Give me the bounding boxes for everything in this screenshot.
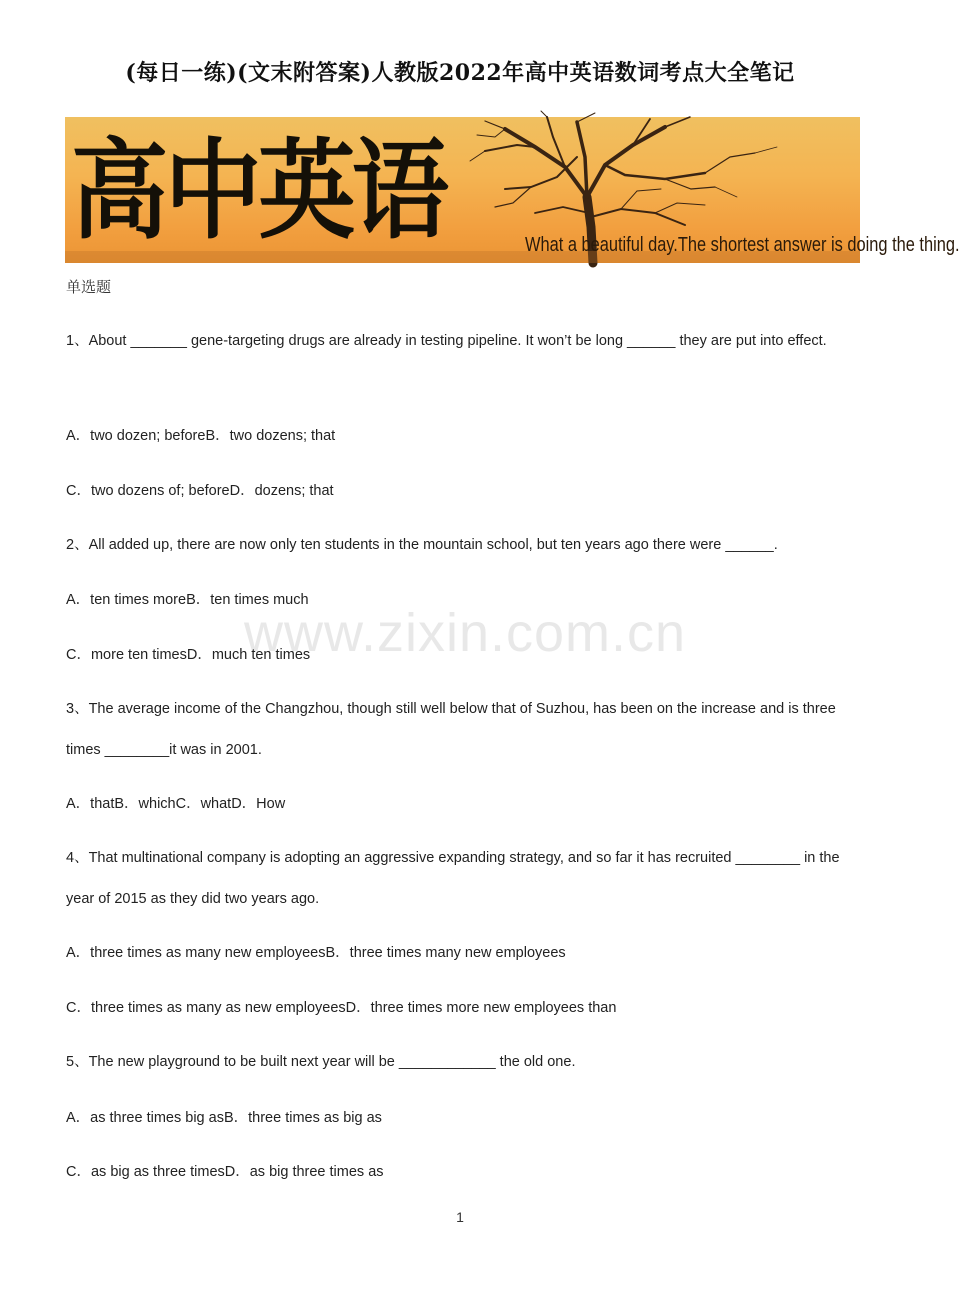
question-stem: 2、All added up, there are now only ten students in the mountain school, but ten years ago there were ______.	[66, 537, 778, 553]
document-title: (每日一练)(文末附答案)人教版2022年高中英语数词考点大全笔记	[125, 60, 795, 86]
question-options: C．three times as many as new employeesD．three times more new employees than	[66, 1000, 617, 1016]
question-stem: 5、The new playground to be built next year will be ____________ the old one.	[66, 1054, 576, 1070]
banner-slogan: What a beautiful day.The shortest answer is doing the thing.	[525, 234, 960, 256]
question-stem: 3、The average income of the Changzhou, though still well below that of Suzhou, has been on the increase and is three times ________it was in 2001.	[66, 701, 836, 758]
question-options: C．more ten timesD．much ten times	[66, 647, 311, 663]
question-options: C．two dozens of; beforeD．dozens; that	[66, 483, 334, 499]
question-options: A．ten times moreB．ten times much	[66, 592, 309, 608]
watermark: www.zixin.com.cn	[243, 603, 687, 663]
question-options: C．as big as three timesD．as big three times as	[66, 1164, 384, 1180]
banner-image	[65, 117, 960, 263]
question-options: A．thatB．whichC．whatD．How	[66, 796, 286, 812]
page-number: 1	[456, 1209, 464, 1225]
question-options: A．three times as many new employeesB．three times many new employees	[66, 945, 566, 961]
question-options: A．two dozen; beforeB．two dozens; that	[66, 428, 336, 444]
question-stem: 1、About _______ gene-targeting drugs are already in testing pipeline. It won’t be long ______ they are put into effect.	[66, 333, 827, 349]
banner-title-chars: 高中英语	[71, 128, 446, 254]
question-stem: 4、That multinational company is adopting an aggressive expanding strategy, and so far it has recruited ________ in the year of 2015 as they did two years ago.	[66, 850, 840, 907]
section-heading: 单选题	[66, 279, 112, 296]
question-options: A．as three times big asB．three times as big as	[66, 1110, 382, 1126]
